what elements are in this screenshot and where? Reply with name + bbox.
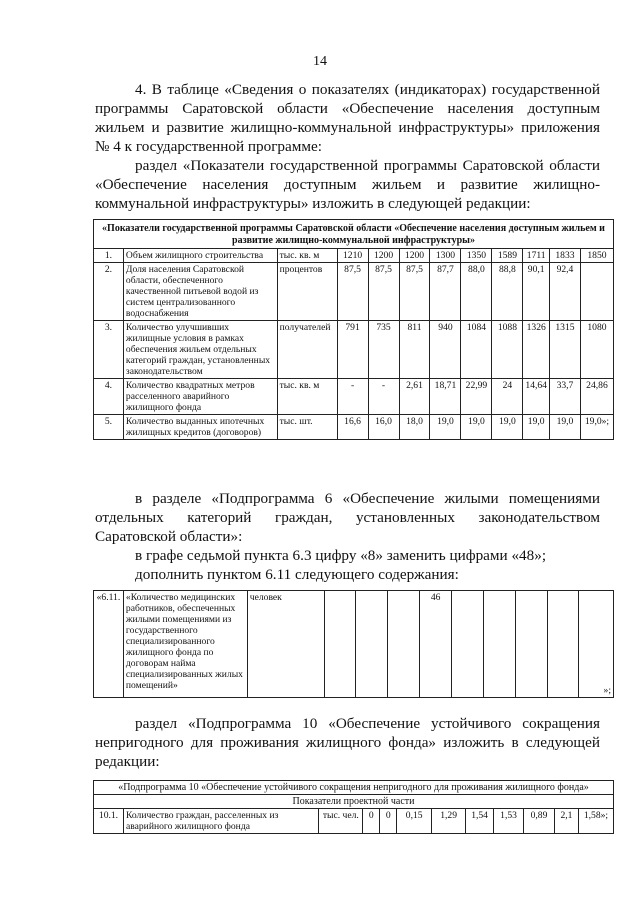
value-cell: 0 <box>363 809 380 834</box>
instruction-add-item: дополнить пунктом 6.11 следующего содержания: <box>135 566 459 583</box>
unit: получателей <box>277 321 337 379</box>
value-cell: 24,86 <box>580 379 613 415</box>
value-cell: 1088 <box>492 321 523 379</box>
indicator-name: Доля населения Саратовской области, обеспеченного качественной питьевой водой из систем централизованного водоснабжения <box>123 263 277 321</box>
value-cell: 0,89 <box>524 809 555 834</box>
value-cell: 14,64 <box>523 379 550 415</box>
table-subtitle-row <box>94 795 614 809</box>
table-row <box>94 263 614 321</box>
paragraph-subprogram-6: в разделе «Подпрограмма 6 «Обеспечение жилыми помещениями отдельных категорий граждан, установленных законодательством Саратовской области»: <box>95 490 600 545</box>
unit: человек <box>247 591 324 698</box>
table-row <box>94 415 614 440</box>
paragraph-section-program: раздел «Показатели государственной программы Саратовской области «Обеспечение населения доступным жильем и развитие жилищно-коммунальной инфраструктуры» изложить в следующей редакции: <box>95 157 600 212</box>
table-row <box>94 379 614 415</box>
indicator-name: Количество граждан, расселенных из аварийного жилищного фонда <box>123 809 318 834</box>
instruction-replace-digit: в графе седьмой пункта 6.3 цифру «8» заменить цифрами «48»; <box>135 547 547 564</box>
item-6-11-table <box>93 590 614 698</box>
value-cell: 811 <box>399 321 430 379</box>
value-cell <box>324 591 355 698</box>
value-cell: 19,0 <box>461 415 492 440</box>
value-cell: 0,15 <box>397 809 432 834</box>
value-cell: 87,7 <box>430 263 461 321</box>
subprogram-subtitle: Показатели проектной части <box>94 795 614 809</box>
value-cell: 1350 <box>461 249 492 263</box>
value-cell: 1315 <box>549 321 580 379</box>
table-title-row <box>94 781 614 795</box>
value-cell: 87,5 <box>337 263 368 321</box>
value-cell: 1084 <box>461 321 492 379</box>
value-cell: 46 <box>420 591 452 698</box>
closing-quote: »; <box>579 591 614 698</box>
value-cell: 92,4 <box>549 263 580 321</box>
value-cell: 1080 <box>580 321 613 379</box>
item-number: 10.1. <box>94 809 124 834</box>
unit: тыс. чел. <box>319 809 363 834</box>
value-cell: 2,1 <box>554 809 578 834</box>
table-row <box>94 249 614 263</box>
value-cell: 19,0 <box>430 415 461 440</box>
value-cell: 1833 <box>549 249 580 263</box>
table-header-row <box>94 220 614 249</box>
value-cell: 18,0 <box>399 415 430 440</box>
value-cell: - <box>337 379 368 415</box>
value-cell <box>580 263 613 321</box>
value-cell: 24 <box>492 379 523 415</box>
program-indicators-table <box>93 219 614 440</box>
subprogram-10-table <box>93 780 614 834</box>
value-cell: 19,0 <box>549 415 580 440</box>
value-cell: 1300 <box>430 249 461 263</box>
subprogram-title: «Подпрограмма 10 «Обеспечение устойчивого сокращения непригодного для проживания жилищного фонда» <box>94 781 614 795</box>
value-cell: 1589 <box>492 249 523 263</box>
value-cell: 735 <box>368 321 399 379</box>
value-cell: 1200 <box>368 249 399 263</box>
unit: тыс. шт. <box>277 415 337 440</box>
row-number: 3. <box>94 321 124 379</box>
row-number: 4. <box>94 379 124 415</box>
value-cell: 22,99 <box>461 379 492 415</box>
value-cell <box>484 591 516 698</box>
value-cell <box>388 591 420 698</box>
row-number: 2. <box>94 263 124 321</box>
table-title: «Показатели государственной программы Саратовской области «Обеспечение населения доступным жильем и развитие жилищно-коммунальной инфраструктуры» <box>94 220 614 249</box>
unit: процентов <box>277 263 337 321</box>
value-cell: 1326 <box>523 321 550 379</box>
value-cell: 1,29 <box>432 809 466 834</box>
table-row <box>94 321 614 379</box>
indicator-name: Количество выданных ипотечных жилищных кредитов (договоров) <box>123 415 277 440</box>
indicator-name: Количество улучшивших жилищные условия в рамках обеспечения жильем отдельных категорий граждан, установленных законодательством <box>123 321 277 379</box>
value-cell: 1200 <box>399 249 430 263</box>
value-cell <box>516 591 548 698</box>
indicator-name: «Количество медицинских работников, обеспеченных жилыми помещениями из государственного специализированного жилищного фонда по договорам найма специализированных жилых помещений» <box>123 591 247 698</box>
value-cell: 1711 <box>523 249 550 263</box>
value-cell: 1210 <box>337 249 368 263</box>
value-cell: 1,54 <box>466 809 494 834</box>
value-cell: 88,0 <box>461 263 492 321</box>
value-cell: 16,6 <box>337 415 368 440</box>
value-cell: 19,0»; <box>580 415 613 440</box>
table-row <box>94 591 614 698</box>
value-cell: 0 <box>380 809 397 834</box>
value-cell <box>356 591 388 698</box>
value-cell: 1,58»; <box>578 809 613 834</box>
indicator-name: Объем жилищного строительства <box>123 249 277 263</box>
value-cell: 90,1 <box>523 263 550 321</box>
value-cell: 16,0 <box>368 415 399 440</box>
row-number: 5. <box>94 415 124 440</box>
value-cell: 19,0 <box>523 415 550 440</box>
value-cell: 1850 <box>580 249 613 263</box>
value-cell: 2,61 <box>399 379 430 415</box>
value-cell: 791 <box>337 321 368 379</box>
table-row <box>94 809 614 834</box>
page-number: 14 <box>313 54 327 69</box>
unit: тыс. кв. м <box>277 379 337 415</box>
value-cell: 87,5 <box>368 263 399 321</box>
value-cell <box>548 591 579 698</box>
value-cell: 87,5 <box>399 263 430 321</box>
value-cell: 33,7 <box>549 379 580 415</box>
indicator-name: Количество квадратных метров расселенного аварийного жилищного фонда <box>123 379 277 415</box>
row-number: 1. <box>94 249 124 263</box>
value-cell: - <box>368 379 399 415</box>
value-cell: 19,0 <box>492 415 523 440</box>
unit: тыс. кв. м <box>277 249 337 263</box>
value-cell <box>452 591 484 698</box>
item-number: «6.11. <box>94 591 124 698</box>
value-cell: 1,53 <box>494 809 524 834</box>
value-cell: 940 <box>430 321 461 379</box>
value-cell: 18,71 <box>430 379 461 415</box>
paragraph-subprogram-10: раздел «Подпрограмма 10 «Обеспечение устойчивого сокращения непригодного для проживания жилищного фонда» изложить в следующей редакции: <box>95 715 600 770</box>
value-cell: 88,8 <box>492 263 523 321</box>
paragraph-table-intro: 4. В таблице «Сведения о показателях (индикаторах) государственной программы Саратовской области «Обеспечение населения доступным жильем и развитие жилищно-коммунальной инфраструктуры» приложения № 4 к государственной программе: <box>95 81 600 155</box>
